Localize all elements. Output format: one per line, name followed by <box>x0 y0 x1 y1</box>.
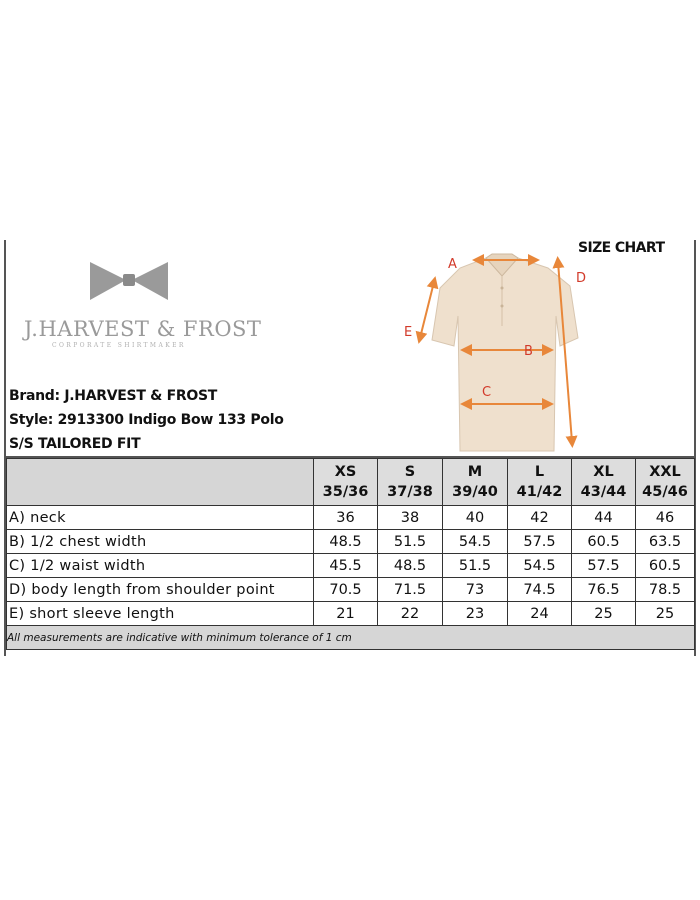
table-cell: 71.5 <box>378 578 443 602</box>
table-cell: 57.5 <box>572 554 636 578</box>
table-cell: 63.5 <box>636 530 695 554</box>
header-blank-cell <box>7 459 314 506</box>
brand-logo-text: J.HARVEST & FROST <box>24 317 262 341</box>
table-cell: 48.5 <box>378 554 443 578</box>
size-chart-sheet <box>4 240 696 656</box>
style-line: Style: 2913300 Indigo Bow 133 Polo <box>9 412 284 428</box>
table-row <box>7 554 695 578</box>
table-cell: 78.5 <box>636 578 695 602</box>
table-cell: 22 <box>378 602 443 626</box>
label-a: A <box>448 257 457 272</box>
table-row <box>7 506 695 530</box>
row-label: D) body length from shoulder point <box>7 578 314 602</box>
table-cell: 23 <box>443 602 508 626</box>
table-cell: 51.5 <box>378 530 443 554</box>
table-cell: 74.5 <box>508 578 572 602</box>
size-header-l: L 41/42 <box>508 459 572 506</box>
shirt-body <box>432 258 578 451</box>
size-header-s: S 37/38 <box>378 459 443 506</box>
label-c: C <box>482 385 492 400</box>
table-cell: 48.5 <box>314 530 378 554</box>
tolerance-note: All measurements are indicative with minimum tolerance of 1 cm <box>7 626 695 650</box>
brand-logo-tagline: CORPORATE SHIRTMAKER <box>52 342 186 349</box>
table-cell: 54.5 <box>508 554 572 578</box>
size-header-xl: XL 43/44 <box>572 459 636 506</box>
table-cell: 60.5 <box>636 554 695 578</box>
table-cell: 24 <box>508 602 572 626</box>
brand-logo <box>18 254 262 349</box>
label-b: B <box>524 344 533 359</box>
size-table <box>6 458 695 650</box>
table-cell: 70.5 <box>314 578 378 602</box>
fit-line: S/S TAILORED FIT <box>9 436 141 452</box>
header-area <box>6 240 694 458</box>
table-cell: 38 <box>378 506 443 530</box>
table-cell: 25 <box>572 602 636 626</box>
row-label: E) short sleeve length <box>7 602 314 626</box>
tolerance-note-row <box>7 626 695 650</box>
table-cell: 60.5 <box>572 530 636 554</box>
size-header-m: M 39/40 <box>443 459 508 506</box>
label-e: E <box>404 325 413 340</box>
table-row <box>7 602 695 626</box>
size-header-xs: XS 35/36 <box>314 459 378 506</box>
size-chart-title: SIZE CHART <box>578 240 665 256</box>
table-row <box>7 530 695 554</box>
row-label: B) 1/2 chest width <box>7 530 314 554</box>
label-d: D <box>576 271 587 286</box>
table-cell: 21 <box>314 602 378 626</box>
table-cell: 36 <box>314 506 378 530</box>
table-cell: 42 <box>508 506 572 530</box>
table-cell: 45.5 <box>314 554 378 578</box>
table-cell: 25 <box>636 602 695 626</box>
row-label: C) 1/2 waist width <box>7 554 314 578</box>
bow-tie-icon <box>18 254 243 314</box>
table-cell: 51.5 <box>443 554 508 578</box>
table-cell: 40 <box>443 506 508 530</box>
polo-shirt-diagram <box>398 246 602 458</box>
table-cell: 46 <box>636 506 695 530</box>
table-cell: 57.5 <box>508 530 572 554</box>
size-header-row <box>7 459 695 506</box>
size-header-xxl: XXL 45/46 <box>636 459 695 506</box>
row-label: A) neck <box>7 506 314 530</box>
table-row <box>7 578 695 602</box>
table-cell: 54.5 <box>443 530 508 554</box>
table-cell: 76.5 <box>572 578 636 602</box>
table-cell: 44 <box>572 506 636 530</box>
table-cell: 73 <box>443 578 508 602</box>
brand-line: Brand: J.HARVEST & FROST <box>9 388 218 404</box>
